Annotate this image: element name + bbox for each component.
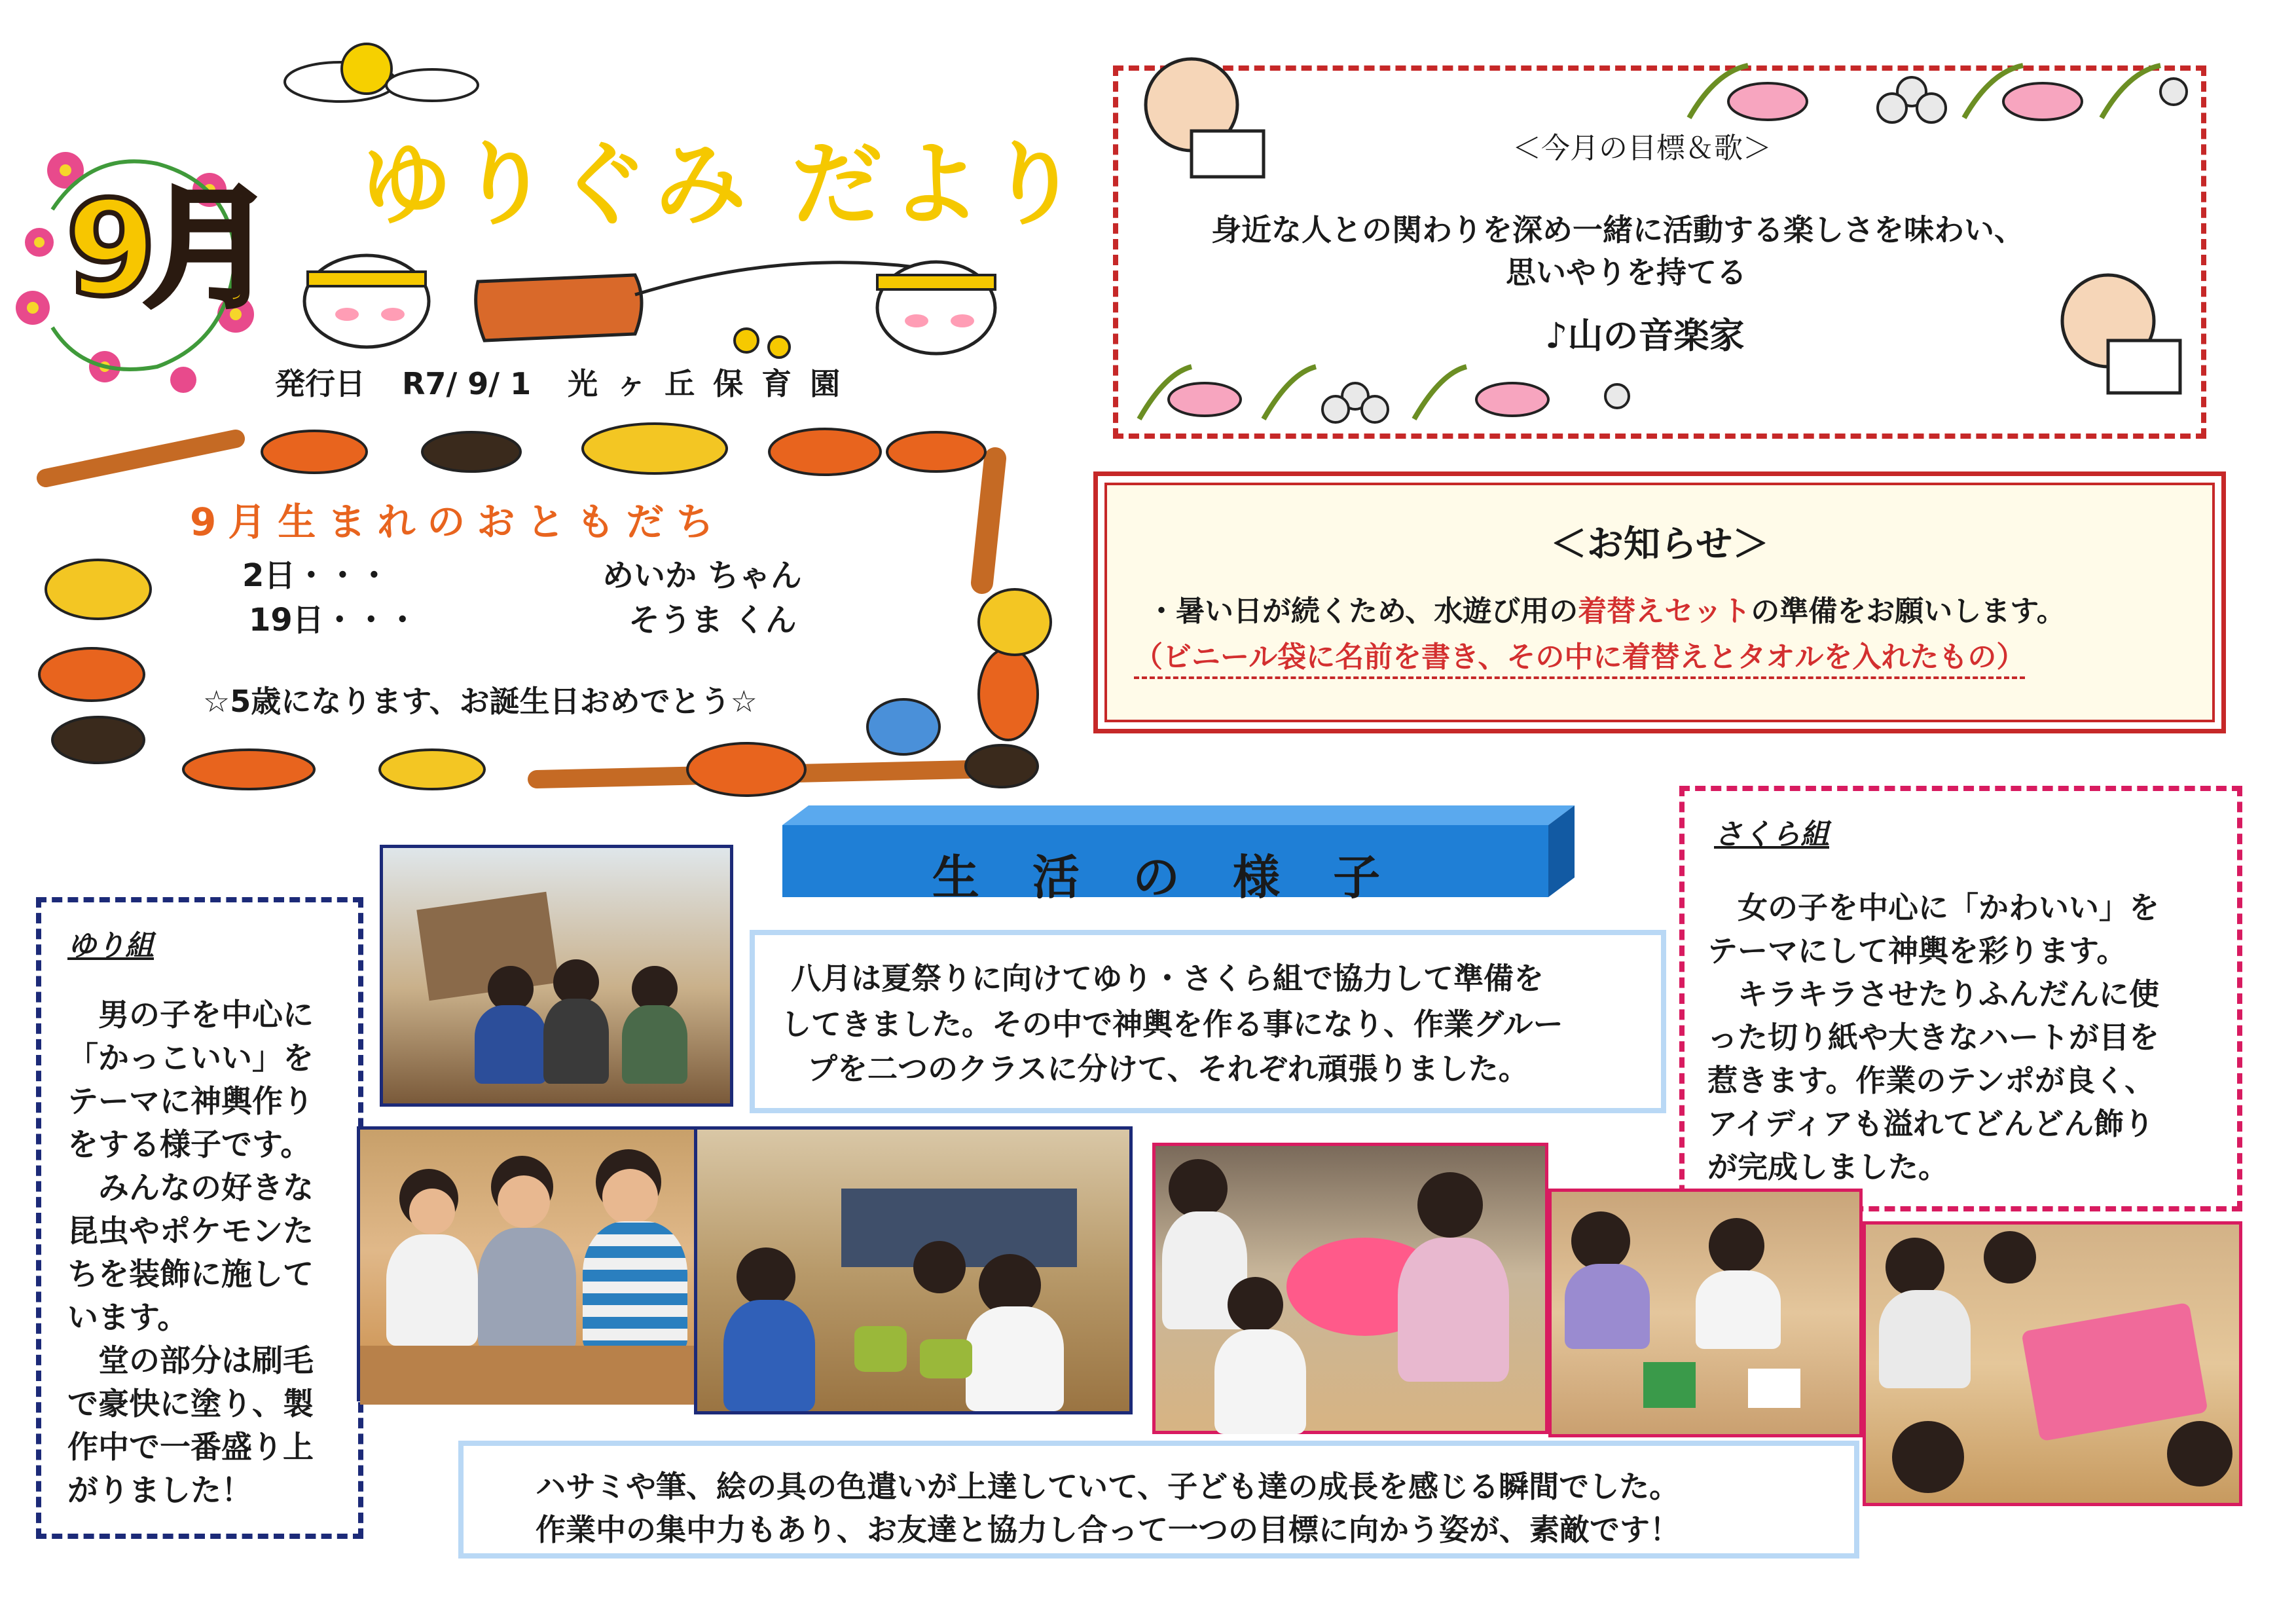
intro-line-2: してきました。その中で神輿を作る事になり、作業グルー [781, 1006, 1563, 1042]
issue-label: 発行日 [275, 366, 365, 401]
month-label: 9月 [65, 173, 262, 325]
intro-line-1: 八月は夏祭りに向けてゆり・さくら組で協力して準備を [791, 961, 1544, 996]
bunnies-mikoshi-illustration [282, 236, 1080, 367]
banner-title: 生 活 の 様 子 [932, 850, 1399, 905]
notice-line-1-c: の準備をお願いします。 [1751, 595, 2066, 628]
intro-line-3: プを二つのクラスに分けて、それぞれ頑張りました。 [807, 1051, 1529, 1086]
photo-yuri-3 [694, 1126, 1133, 1414]
yuri-line: テーマに神輿作り [67, 1084, 314, 1120]
sakura-class-box [1679, 786, 2242, 1211]
closing-line-1: ハサミや筆、絵の具の色遣いが上達していて、子ども達の成長を感じる瞬間でした。 [536, 1469, 1680, 1504]
yuri-line: ちを装飾に施して [67, 1257, 314, 1293]
closing-text-box [458, 1441, 1859, 1559]
yuri-line: 昆虫やポケモンた [67, 1213, 314, 1249]
sakura-line: キラキラさせたりふんだんに使 [1707, 976, 2159, 1012]
sakura-line: アイディアも溢れてどんどん飾り [1707, 1106, 2155, 1141]
notice-line-1 [1147, 587, 2066, 629]
notice-line-2: （ビニール袋に名前を書き、その中に着替えとタオルを入れたもの） [1134, 633, 2025, 679]
birthday-day-2: 19日・・・ [249, 602, 418, 638]
issue-line [275, 360, 930, 406]
photo-sakura-3 [1863, 1221, 2242, 1506]
sakura-line: 女の子を中心に「かわいい」を [1707, 890, 2159, 925]
sakura-text [1707, 886, 2159, 1189]
notice-line-1-a: ・暑い日が続くため、水遊び用の [1147, 595, 1578, 628]
yuri-line: をする様子です。 [67, 1127, 312, 1163]
photo-sakura-1 [1152, 1143, 1548, 1434]
bunny-susuki-decoration-2 [1133, 360, 1630, 432]
masthead [13, 39, 1086, 406]
newsletter-title: ゆりぐみ だより [360, 132, 1086, 238]
yuri-line: 堂の部分は刷毛 [67, 1343, 314, 1379]
sakura-line: テーマにして神輿を彩ります。 [1707, 933, 2127, 969]
birthday-day-1: 2日・・・ [242, 557, 390, 594]
birthday-name-1: めいか ちゃん [602, 557, 802, 594]
yuri-line: で豪快に塗り、製 [67, 1386, 314, 1422]
yuri-class-box [36, 897, 363, 1539]
birthday-message: ☆5歳になります、お誕生日おめでとう☆ [203, 684, 757, 719]
issue-date: R7/ 9/ 1 [402, 366, 532, 401]
photo-yuri-1 [380, 845, 733, 1107]
sakura-heading: さくら組 [1714, 818, 1829, 851]
baby-sleeping-icon-2 [2049, 268, 2193, 399]
yuri-heading: ゆり組 [67, 929, 154, 963]
activities-banner [782, 805, 1575, 904]
photo-sakura-2 [1548, 1189, 1863, 1437]
photo-yuri-2 [357, 1126, 697, 1401]
notice-highlight: 着替えセット [1578, 595, 1751, 628]
yuri-line: がりました！ [67, 1473, 252, 1509]
birthday-name-2: そうま くん [629, 602, 797, 638]
birthday-heading: 9月生まれのおともだち [190, 500, 726, 544]
goals-line-2: 思いやりを持てる [1506, 255, 1747, 290]
closing-line-2: 作業中の集中力もあり、お友達と協力し合って一つの目標に向かう姿が、素敵です！ [536, 1512, 1680, 1547]
yuri-text [67, 994, 314, 1513]
sun-cloud-icon [282, 39, 491, 111]
autumn-leaves-frame [26, 413, 1061, 805]
yuri-line: 「かっこいい」を [67, 1041, 314, 1077]
goals-line-1: 身近な人との関わりを深め一緒に活動する楽しさを味わい、 [1211, 212, 2024, 248]
sakura-line: 惹きます。作業のテンポが良く、 [1707, 1063, 2155, 1098]
school-name: 光 ヶ 丘 保 育 園 [568, 366, 845, 401]
goals-box [1113, 52, 2206, 439]
yuri-line: みんなの好きな [67, 1170, 314, 1206]
notice-box [1093, 471, 2226, 733]
yuri-line: います。 [67, 1300, 189, 1336]
song-title: ♪山の音楽家 [1545, 315, 1745, 356]
goals-heading: ＜今月の目標＆歌＞ [1512, 132, 1772, 165]
intro-text-box [750, 930, 1666, 1113]
yuri-line: 作中で一番盛り上 [67, 1430, 314, 1466]
notice-heading: ＜お知らせ＞ [1550, 523, 1770, 566]
sakura-line: が完成しました。 [1707, 1149, 1948, 1185]
birthday-section [26, 413, 1061, 805]
bunny-susuki-decoration [1676, 52, 2200, 131]
yuri-line: 男の子を中心に [67, 997, 314, 1033]
sakura-line: った切り紙や大きなハートが目を [1707, 1020, 2159, 1055]
baby-sleeping-icon [1133, 52, 1277, 183]
